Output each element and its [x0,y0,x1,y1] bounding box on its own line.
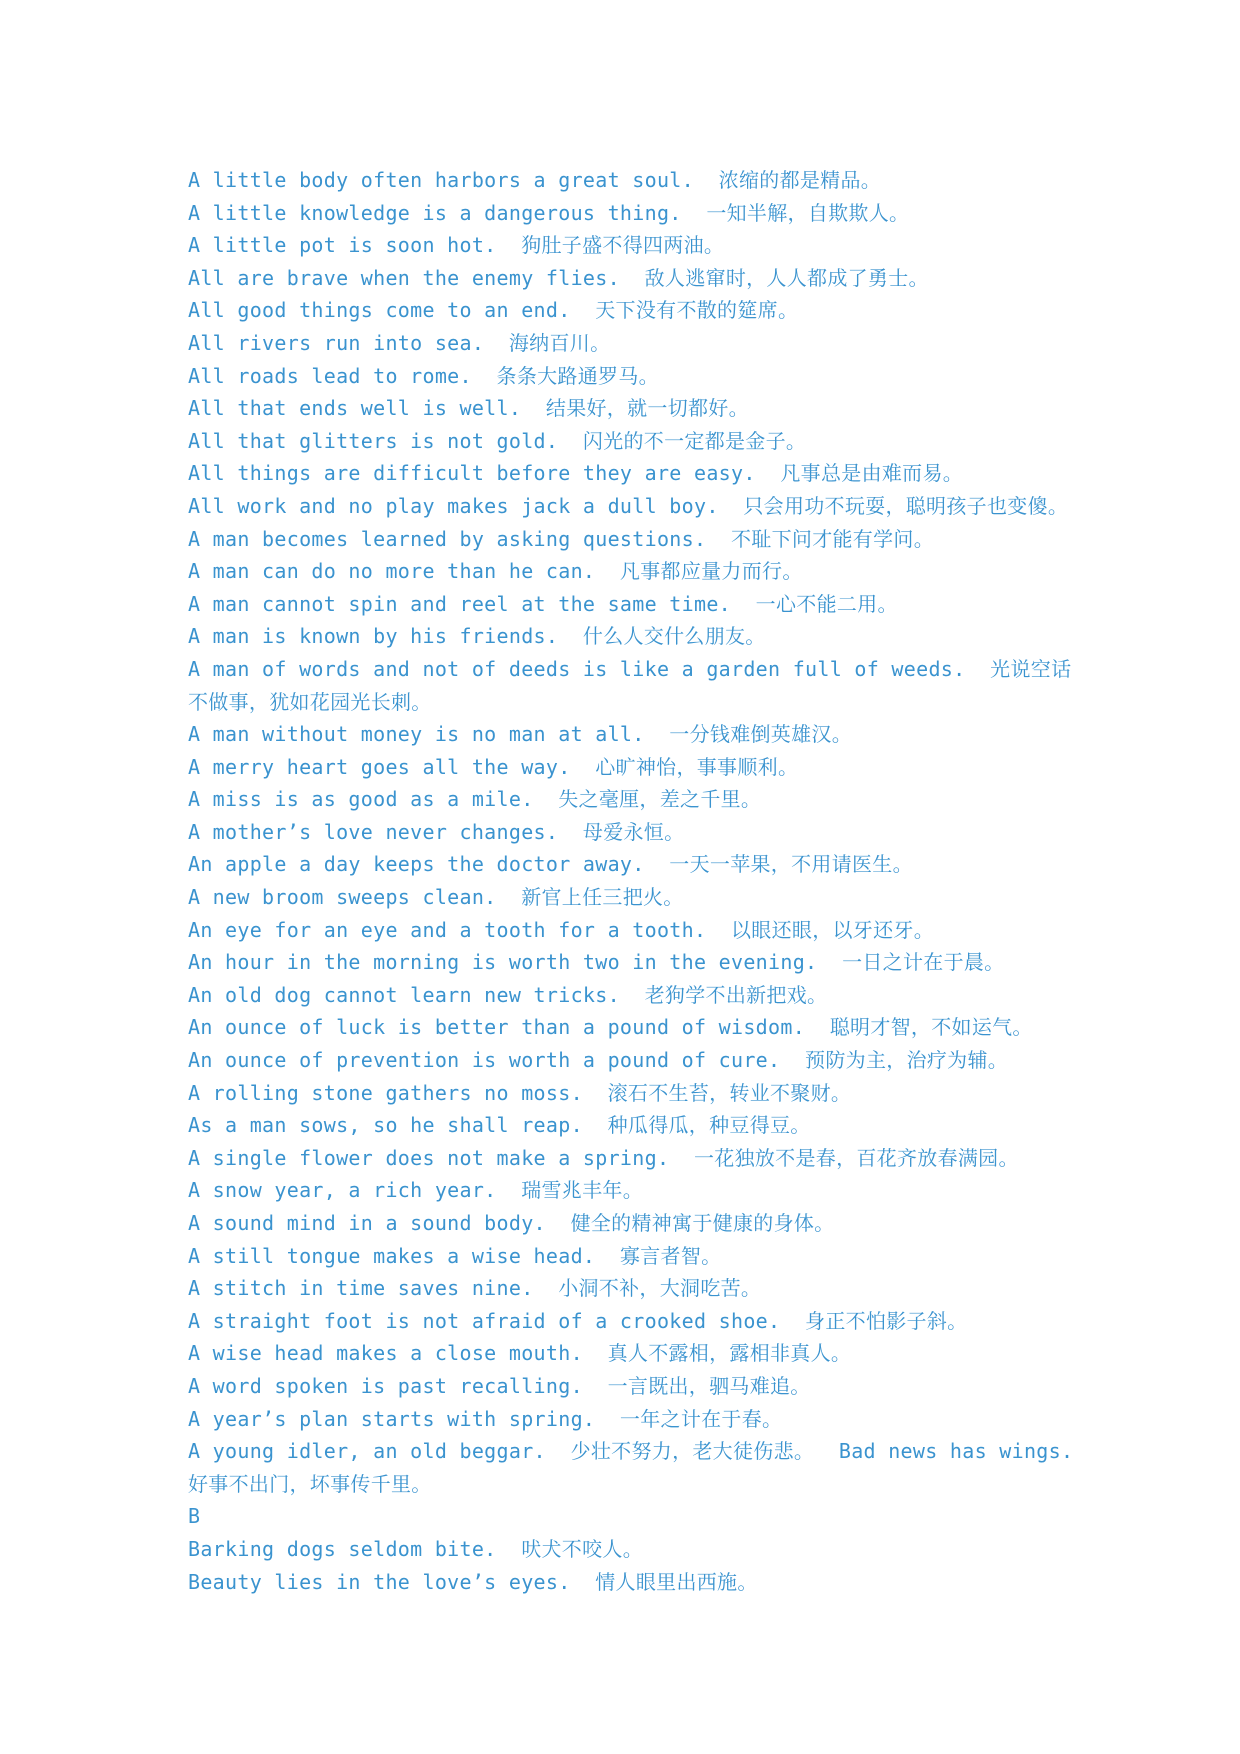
proverb-line: An old dog cannot learn new tricks. 老狗学不出新把戏。 [188,982,828,1007]
proverb-line: A little knowledge is a dangerous thing. 一知半解，自欺欺人。 [188,200,910,225]
proverb-line: All that ends well is well. 结果好，就一切都好。 [188,396,749,421]
proverb-line: A sound mind in a sound body. 健全的精神寓于健康的身体。 [188,1211,835,1235]
proverb-line: All things are difficult before they are easy. 凡事总是由难而易。 [188,461,964,486]
proverb-line: A little pot is soon hot. 狗肚子盛不得四两油。 [188,233,725,258]
proverb-line: A man is known by his friends. 什么人交什么朋友。 [188,624,766,649]
proverb-line: A merry heart goes all the way. 心旷神怡，事事顺利。 [188,754,799,779]
proverb-line: A man of words and not of deeds is like a garden full of weeds. 光说空话不做事，犹如花园光长刺。 [188,656,1072,714]
proverb-line: A snow year, a rich year. 瑞雪兆丰年。 [188,1178,644,1203]
proverb-line: A straight foot is not afraid of a crooked shoe. 身正不怕影子斜。 [188,1308,968,1333]
proverb-line: A new broom sweeps clean. 新官上任三把火。 [188,885,684,910]
proverb-line: A man cannot spin and reel at the same time. 一心不能二用。 [188,591,898,616]
proverb-line: An ounce of luck is better than a pound of wisdom. 聪明才智，不如运气。 [188,1015,1033,1040]
proverb-line: A man can do no more than he can. 凡事都应量力而行。 [188,559,803,584]
proverb-line: B [188,1504,201,1529]
proverb-line: A still tongue makes a wise head. 寡言者智。 [188,1243,722,1268]
proverb-line: All are brave when the enemy flies. 敌人逃窜时，人人都成了勇士。 [188,265,929,290]
proverb-line: A rolling stone gathers no moss. 滚石不生苔，转业不聚财。 [188,1080,852,1105]
proverb-line: A wise head makes a close mouth. 真人不露相，露相非真人。 [188,1341,852,1366]
proverb-line: An hour in the morning is worth two in the evening. 一日之计在于晨。 [188,950,1005,975]
proverb-line: An eye for an eye and a tooth for a tooth. 以眼还眼，以牙还牙。 [188,917,935,942]
proverb-line: Barking dogs seldom bite. 吠犬不咬人。 [188,1536,644,1561]
proverb-line: An apple a day keeps the doctor away. 一天一苹果，不用请医生。 [188,852,913,877]
proverb-line: A word spoken is past recalling. 一言既出，驷马难追。 [188,1373,811,1398]
proverb-line: All that glitters is not gold. 闪光的不一定都是金子。 [188,428,807,453]
proverb-line: A little body often harbors a great soul. 浓缩的都是精品。 [188,168,882,192]
proverb-line: A man without money is no man at all. 一分钱难倒英雄汉。 [188,722,852,747]
proverb-line: Beauty lies in the love’s eyes. 情人眼里出西施。 [188,1569,758,1594]
proverb-line: As a man sows, so he shall reap. 种瓜得瓜，种豆得豆。 [188,1113,811,1138]
proverb-document [188,164,1088,1598]
proverb-line: A young idler, an old beggar. 少壮不努力，老大徒伤悲。 Bad news has wings. 好事不出门，坏事传千里。 [188,1439,1086,1496]
proverb-line: A single flower does not make a spring. 一花独放不是春，百花齐放春满园。 [188,1145,1019,1170]
proverb-line: All work and no play makes jack a dull boy. 只会用功不玩耍，聪明孩子也变傻。 [188,493,1069,518]
proverb-line: An ounce of prevention is worth a pound of cure. 预防为主，治疗为辅。 [188,1048,1009,1073]
proverb-line: A man becomes learned by asking questions. 不耻下问才能有学问。 [188,526,935,551]
proverb-line: All rivers run into sea. 海纳百川。 [188,330,611,355]
proverb-line: A miss is as good as a mile. 失之毫厘，差之千里。 [188,787,762,812]
proverb-line: A mother’s love never changes. 母爱永恒。 [188,819,685,844]
proverb-line: A stitch in time saves nine. 小洞不补，大洞吃苦。 [188,1276,762,1301]
proverb-line: All good things come to an end. 天下没有不散的筵席。 [188,298,799,323]
proverb-line: All roads lead to rome. 条条大路通罗马。 [188,363,659,388]
proverb-line: A year’s plan starts with spring. 一年之计在于春。 [188,1406,783,1431]
